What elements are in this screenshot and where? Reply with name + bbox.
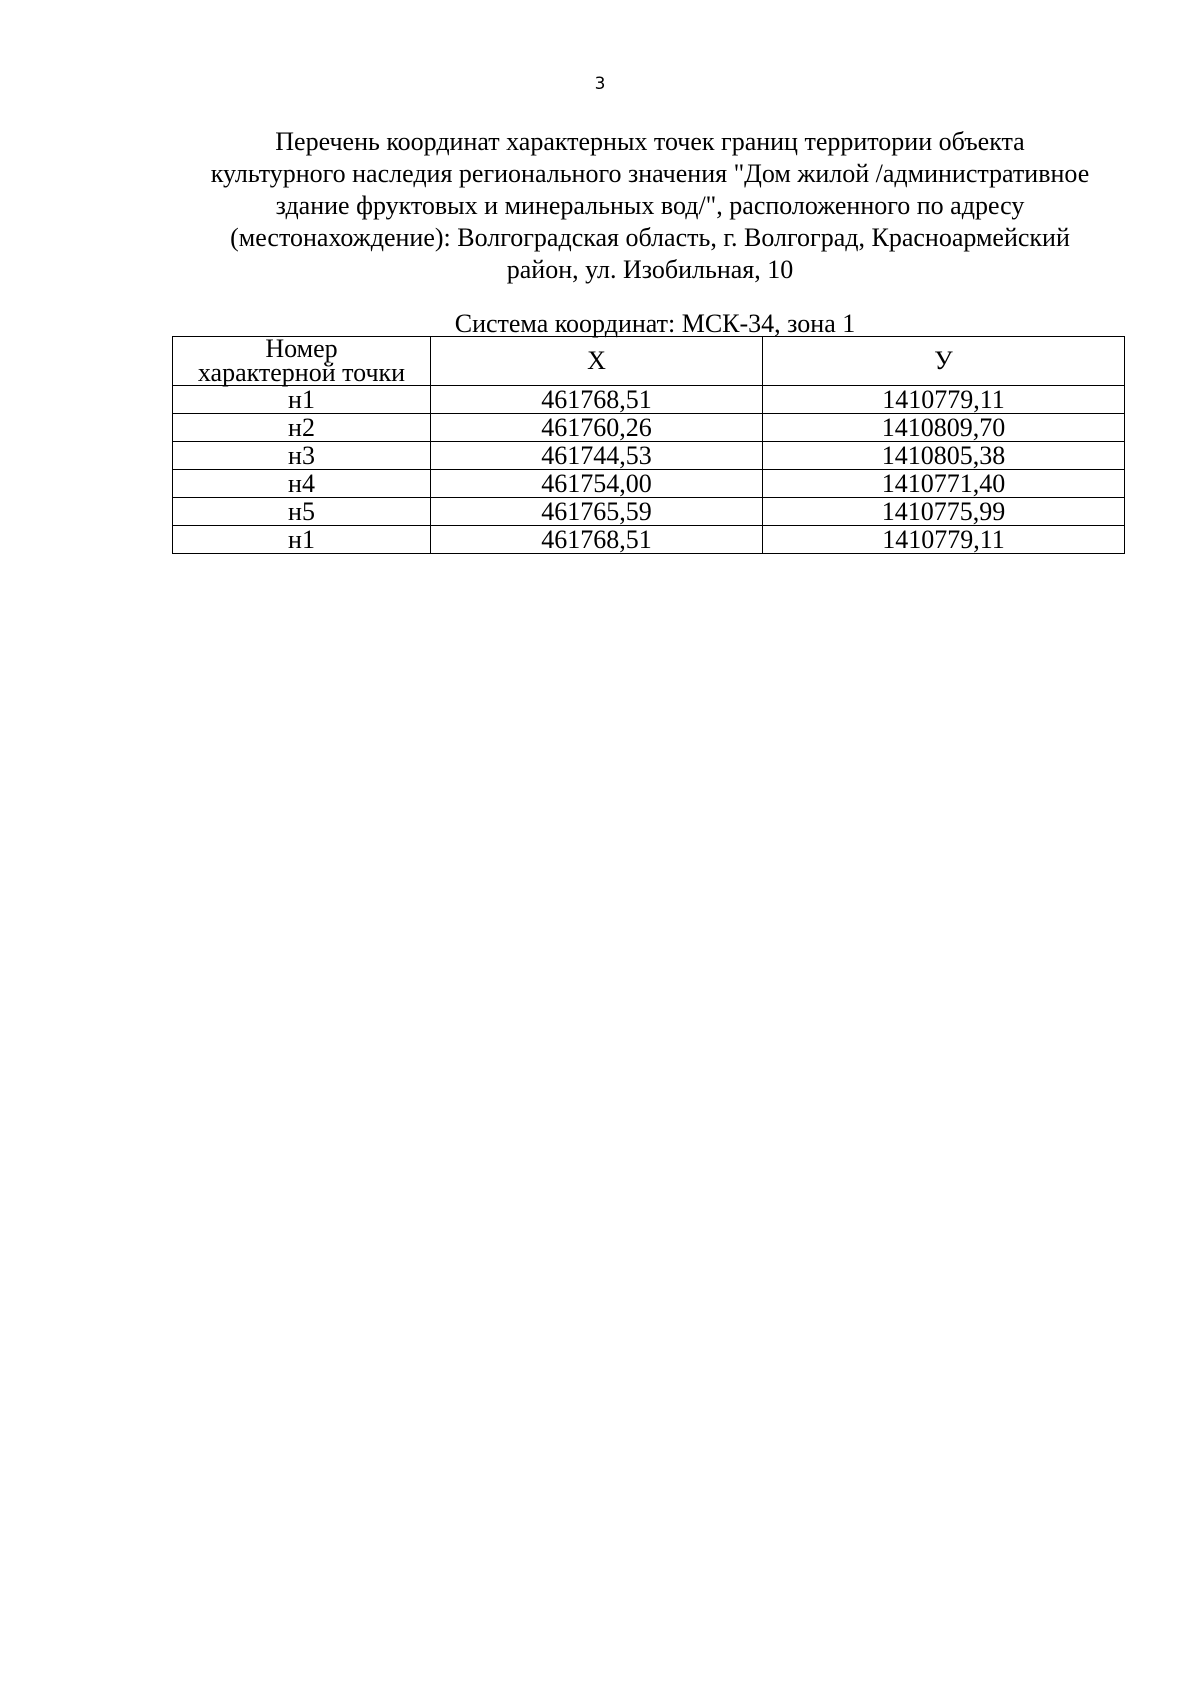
point-cell: н3 [173,442,431,470]
header-y: У [763,337,1125,386]
table-header-row [173,337,1125,386]
y-cell: 1410771,40 [763,470,1125,498]
table-row [173,386,1125,414]
title-line: район, ул. Изобильная, 10 [506,255,794,284]
y-cell: 1410775,99 [763,498,1125,526]
point-cell: н4 [173,470,431,498]
y-cell: 1410779,11 [763,386,1125,414]
table-row [173,442,1125,470]
table-row [173,526,1125,554]
x-cell: 461765,59 [431,498,763,526]
y-cell: 1410805,38 [763,442,1125,470]
coordinates-table [172,336,1125,554]
title-line: Перечень координат характерных точек границ территории объекта [275,127,1025,156]
coordinate-system-caption: Система координат: МСК-34, зона 1 [454,309,856,338]
page-number: 3 [594,74,606,94]
y-cell: 1410809,70 [763,414,1125,442]
table-row [173,470,1125,498]
x-cell: 461768,51 [431,526,763,554]
x-cell: 461760,26 [431,414,763,442]
table-row [173,414,1125,442]
table-row [173,498,1125,526]
header-x: X [431,337,763,386]
point-cell: н2 [173,414,431,442]
y-cell: 1410779,11 [763,526,1125,554]
x-cell: 461744,53 [431,442,763,470]
point-cell: н5 [173,498,431,526]
header-point-line-2: характерной точки [197,358,406,387]
x-cell: 461768,51 [431,386,763,414]
header-point-number [173,334,431,387]
document-title [170,126,1130,286]
point-cell: н1 [173,526,431,554]
header-point-line-1: Номер [265,334,338,363]
title-line: (местонахождение): Волгоградская область, г. Волгоград, Красноармейский [230,223,1070,252]
point-cell: н1 [173,386,431,414]
title-line: культурного наследия регионального значения "Дом жилой /административное [210,159,1090,188]
x-cell: 461754,00 [431,470,763,498]
title-line: здание фруктовых и минеральных вод/", расположенного по адресу [275,191,1025,220]
